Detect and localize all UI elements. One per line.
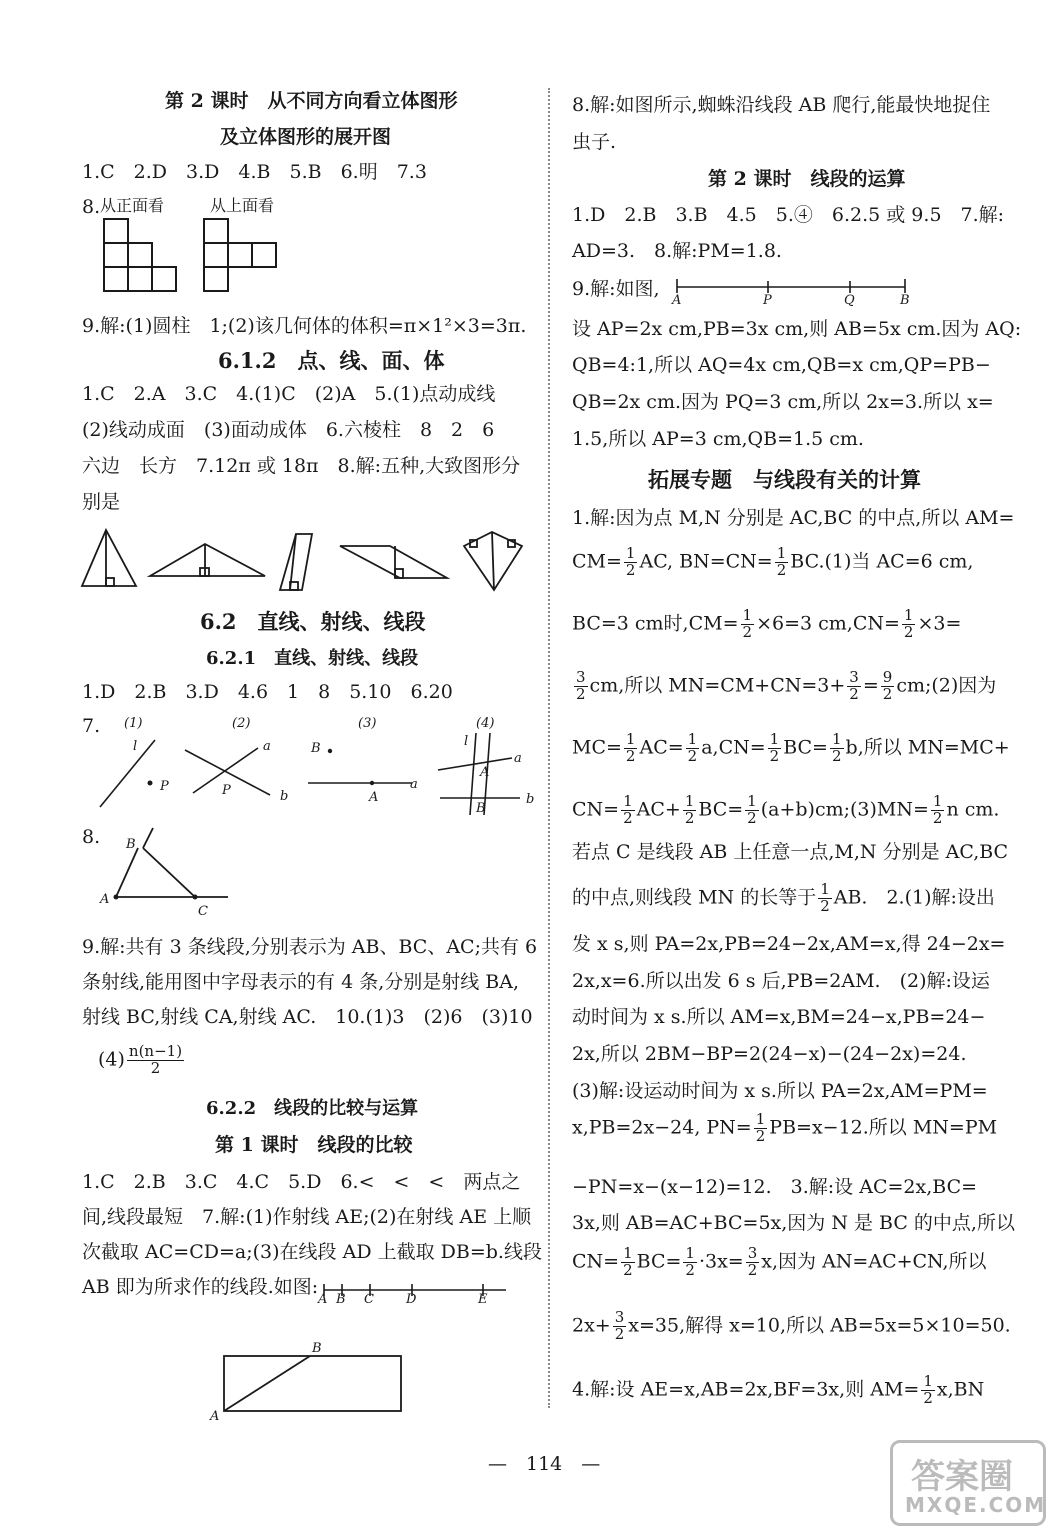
label-q: Q bbox=[844, 293, 855, 308]
label-a-lower: a bbox=[514, 751, 522, 766]
answer-line: 2x,x=6.所以出发 6 s 后,PB=2AM. (2)解:设运 bbox=[572, 970, 990, 992]
answer-line: 3x,则 AB=AC+BC=5x,因为 N 是 BC 的中点,所以 bbox=[572, 1212, 1015, 1234]
label-p: P bbox=[222, 783, 231, 798]
label-a-lower: a bbox=[410, 777, 418, 792]
view-label-front: 从正面看 bbox=[100, 196, 165, 215]
fraction: $\frac{3}{2}$ bbox=[747, 1244, 758, 1279]
answer-line: 9.解:(1)圆柱 1;(2)该几何体的体积=π×1²×3=3π. bbox=[82, 315, 527, 337]
section-heading: 6.2 直线、射线、线段 bbox=[200, 609, 426, 634]
question-number: 7. bbox=[82, 715, 101, 737]
answer-line: 条射线,能用图中字母表示的有 4 条,分别是射线 BA, bbox=[82, 971, 520, 993]
answer-line: 发 x s,则 PA=2x,PB=24−2x,AM=x,得 24−2x= bbox=[572, 933, 1006, 955]
answer-line: 1.C 2.D 3.D 4.B 5.B 6.明 7.3 bbox=[82, 161, 427, 183]
answer-line: 1.C 2.B 3.C 4.C 5.D 6.< < < 两点之 bbox=[82, 1171, 521, 1193]
answer-line: 9.解:如图, bbox=[572, 278, 660, 300]
watermark-logo: 答案圈 MXQE.COM bbox=[890, 1440, 1046, 1526]
fraction: $\frac{3}{2}$ bbox=[576, 668, 586, 703]
label-l: l bbox=[133, 739, 138, 754]
answer-line: 1.C 2.A 3.C 4.(1)C (2)A 5.(1)点动成线 bbox=[82, 383, 496, 405]
answer-line: AD=3. 8.解:PM=1.8. bbox=[572, 240, 782, 262]
spider-box-figure bbox=[224, 1356, 401, 1411]
fraction: $\frac{1}{2}$ bbox=[625, 730, 636, 765]
lesson-title: 第 1 课时 线段的比较 bbox=[215, 1134, 413, 1156]
lesson-subtitle: 及立体图形的展开图 bbox=[220, 126, 392, 148]
answer-line: 8.解:如图所示,蜘蛛沿线段 AB 爬行,能最快地捉住 bbox=[572, 94, 991, 116]
label-a: A bbox=[318, 1292, 328, 1307]
answer-line: CN= $\frac{1}{2}$ AC+ $\frac{1}{2}$ BC= $\frac{1}{2}$ (a+b)cm;(3)MN= $\frac{1}{2}$ n cm. bbox=[572, 792, 1000, 827]
label-c: C bbox=[198, 904, 208, 919]
answer-line: 2x+ $\frac{3}{2}$ x=35,解得 x=10,所以 AB=5x=5×10=50. bbox=[572, 1308, 1011, 1343]
answer-line: 次截取 AC=CD=a;(3)在线段 AD 上截取 DB=b.线段 bbox=[82, 1241, 542, 1263]
answer-line: QB=2x cm.因为 PQ=3 cm,所以 2x=3.所以 x= bbox=[572, 391, 994, 413]
answer-line: 设 AP=2x cm,PB=3x cm,则 AB=5x cm.因为 AQ: bbox=[572, 318, 1022, 340]
answer-line: 1.D 2.B 3.B 4.5 5.④ 6.2.5 或 9.5 7.解: bbox=[572, 204, 1005, 226]
fraction: $\frac{1}{2}$ bbox=[769, 730, 780, 765]
q7-label-2: (2) bbox=[232, 716, 251, 731]
answer-line: x,PB=2x−24, PN= $\frac{1}{2}$ PB=x−12.所以 MN=PM bbox=[572, 1110, 998, 1145]
answer-line: 9.解:共有 3 条线段,分别表示为 AB、BC、AC;共有 6 bbox=[82, 936, 538, 958]
fraction: $\frac{1}{2}$ bbox=[623, 792, 633, 827]
subsection-heading: 6.2.1 直线、射线、线段 bbox=[206, 648, 419, 669]
subsection-heading: 6.2.2 线段的比较与运算 bbox=[206, 1098, 419, 1119]
point-a-dot bbox=[114, 895, 119, 900]
point-c-dot bbox=[193, 895, 198, 900]
lesson-title: 第 2 课时 线段的运算 bbox=[708, 168, 906, 190]
label-a: A bbox=[480, 765, 490, 780]
label-b: B bbox=[900, 293, 910, 308]
fraction: $\frac{3}{2}$ bbox=[614, 1308, 625, 1343]
answer-line: 1.5,所以 AP=3 cm,QB=1.5 cm. bbox=[572, 428, 864, 450]
label-b: B bbox=[126, 837, 136, 852]
answer-line: BC=3 cm时,CM= $\frac{1}{2}$ ×6=3 cm,CN= $\frac{1}{2}$ ×3= bbox=[572, 606, 962, 641]
answer-line: 动时间为 x s.所以 AM=x,BM=24−x,PB=24− bbox=[572, 1006, 986, 1028]
fraction: $\frac{1}{2}$ bbox=[742, 606, 753, 641]
answer-line: 1.解:因为点 M,N 分别是 AC,BC 的中点,所以 AM= bbox=[572, 507, 1015, 529]
fraction: $\frac{1}{2}$ bbox=[831, 730, 842, 765]
fraction: $\frac{1}{2}$ bbox=[623, 1244, 633, 1279]
fraction: $\frac{3}{2}$ bbox=[849, 668, 859, 703]
fraction: $\frac{1}{2}$ bbox=[684, 792, 695, 827]
fraction: $\frac{1}{2}$ bbox=[923, 1372, 933, 1407]
answer-line: 射线 BC,射线 CA,射线 AC. 10.(1)3 (2)6 (3)10 bbox=[82, 1006, 533, 1028]
front-view-figure bbox=[104, 219, 176, 291]
answer-line: 若点 C 是线段 AB 上任意一点,M,N 分别是 AC,BC bbox=[572, 841, 1009, 863]
fraction: $\frac{1}{2}$ bbox=[776, 544, 787, 579]
answer-line: 虫子. bbox=[572, 131, 617, 153]
answer-line: QB=4:1,所以 AQ=4x cm,QB=x cm,QP=PB− bbox=[572, 354, 991, 376]
label-l: l bbox=[464, 734, 469, 749]
label-a: a bbox=[263, 739, 271, 754]
answer-line: AB 即为所求作的线段.如图: bbox=[82, 1276, 319, 1298]
label-b-lower: b bbox=[526, 792, 535, 807]
fraction: $\frac{1}{2}$ bbox=[747, 792, 757, 827]
q7-figure-1 bbox=[100, 740, 155, 807]
answer-line: 间,线段最短 7.解:(1)作射线 AE;(2)在射线 AE 上顺 bbox=[82, 1206, 532, 1228]
fraction: $\frac{1}{2}$ bbox=[903, 606, 914, 641]
answer-line: MC= $\frac{1}{2}$ AC= $\frac{1}{2}$ a,CN= $\frac{1}{2}$ BC= $\frac{1}{2}$ b,所以 MN=MC+ bbox=[572, 730, 1010, 765]
answer-line: −PN=x−(x−12)=12. 3.解:设 AC=2x,BC= bbox=[572, 1176, 978, 1198]
question-number: 8. bbox=[82, 826, 101, 848]
view-label-top: 从上面看 bbox=[210, 196, 275, 215]
label-d: D bbox=[406, 1292, 417, 1307]
q7-label-3: (3) bbox=[358, 716, 377, 731]
label-e: E bbox=[478, 1292, 488, 1307]
label-b: B bbox=[336, 1292, 346, 1307]
answer-line: 别是 bbox=[82, 491, 121, 513]
question-number: 8. bbox=[82, 196, 101, 218]
apqb-segment-figure bbox=[677, 279, 905, 293]
point-a-dot bbox=[370, 781, 374, 785]
q7-label-1: (1) bbox=[124, 716, 143, 731]
answer-line: 1.D 2.B 3.D 4.6 1 8 5.10 6.20 bbox=[82, 681, 453, 703]
answer-line: (3)解:设运动时间为 x s.所以 PA=2x,AM=PM= bbox=[572, 1080, 988, 1102]
page-number: — 114 — bbox=[488, 1453, 601, 1475]
answer-line: 六边 长方 7.12π 或 18π 8.解:五种,大致图形分 bbox=[82, 455, 521, 477]
fraction: $\frac{1}{2}$ bbox=[685, 1244, 695, 1279]
label-a: A bbox=[369, 790, 379, 805]
fraction: $\frac{1}{2}$ bbox=[625, 544, 636, 579]
fraction: $\frac{9}{2}$ bbox=[882, 668, 893, 703]
label-b: B bbox=[311, 741, 321, 756]
label-p: P bbox=[763, 293, 772, 308]
fraction: $\frac{1}{2}$ bbox=[932, 792, 943, 827]
section-heading: 拓展专题 与线段有关的计算 bbox=[648, 467, 921, 492]
answer-line: CN= $\frac{1}{2}$ BC= $\frac{1}{2}$ ·3x= $\frac{3}{2}$ x,因为 AN=AC+CN,所以 bbox=[572, 1244, 987, 1279]
fraction: $\frac{1}{2}$ bbox=[755, 1110, 766, 1145]
column-divider bbox=[548, 88, 550, 1408]
q7-label-4: (4) bbox=[476, 716, 495, 731]
answer-line: (2)线动成面 (3)面动成体 6.六棱柱 8 2 6 bbox=[82, 419, 495, 441]
answer-line: $\frac{3}{2}$ cm,所以 MN=CM+CN=3+ $\frac{3}{2}$ = $\frac{9}{2}$ cm;(2)因为 bbox=[576, 668, 997, 703]
fraction: $\frac{n(n-1)}{2}$ bbox=[128, 1042, 183, 1077]
label-p: P bbox=[160, 779, 169, 794]
top-view-figure bbox=[204, 219, 276, 291]
label-c: C bbox=[364, 1292, 374, 1307]
answer-line: 4.解:设 AE=x,AB=2x,BF=3x,则 AM= $\frac{1}{2}$ x,BN bbox=[572, 1372, 985, 1407]
answer-line: 的中点,则线段 MN 的长等于 $\frac{1}{2}$ AB. 2.(1)解:设出 bbox=[572, 880, 995, 915]
fraction: $\frac{1}{2}$ bbox=[820, 880, 830, 915]
label-a: A bbox=[672, 293, 682, 308]
triangle-figures bbox=[82, 530, 522, 590]
label-b: B bbox=[476, 801, 486, 816]
answer-line: CM= $\frac{1}{2}$ AC, BN=CN= $\frac{1}{2}$ BC.(1)当 AC=6 cm, bbox=[572, 544, 974, 579]
answer-line: (4) $\frac{n(n-1)}{2}$ bbox=[98, 1042, 183, 1077]
section-heading: 6.1.2 点、线、面、体 bbox=[218, 348, 445, 373]
label-b: b bbox=[280, 789, 289, 804]
answer-line: 2x,所以 2BM−BP=2(24−x)−(24−2x)=24. bbox=[572, 1043, 967, 1065]
lesson-title: 第 2 课时 从不同方向看立体图形 bbox=[165, 90, 458, 112]
label-a: A bbox=[210, 1409, 220, 1424]
fraction: $\frac{1}{2}$ bbox=[687, 730, 698, 765]
point-p-dot bbox=[148, 781, 153, 786]
label-b: B bbox=[312, 1341, 322, 1356]
point-b-dot bbox=[328, 749, 332, 753]
label-a: A bbox=[100, 892, 110, 907]
